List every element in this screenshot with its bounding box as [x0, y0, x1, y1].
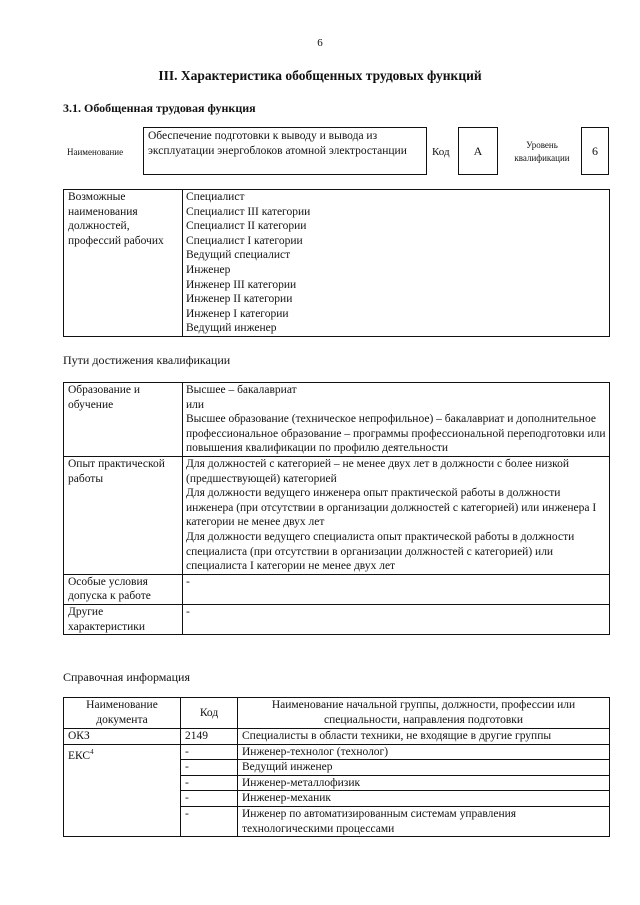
position-item: Специалист: [186, 191, 245, 203]
reference-name-cell: Инженер-металлофизик: [238, 775, 610, 791]
reference-name-cell: Инженер по автоматизированным системам управления технологическими процессами: [238, 806, 610, 836]
positions-label: Возможные наименования должностей, профессий рабочих: [64, 190, 183, 337]
education-line: или: [186, 398, 205, 411]
reference-title: Справочная информация: [63, 670, 190, 684]
education-line: Высшее – бакалавриат: [186, 384, 297, 396]
experience-line: Для должностей с категорией – не менее двух лет в должности с более низкой (предшествующей) категорией: [186, 457, 570, 485]
reference-header-name: Наименование начальной группы, должности, профессии или специальности, направления подготовки: [238, 698, 610, 729]
experience-line: Для должности ведущего специалиста опыт практической работы в должности специалиста (при отсутствии в организации должностей с категорией) или специалиста I категории не менее двух лет: [186, 530, 575, 573]
otf-name-label: Наименование: [67, 147, 124, 157]
reference-table: [63, 697, 610, 837]
reference-header-code: Код: [181, 698, 238, 729]
reference-header-doc: Наименование документа: [64, 698, 181, 729]
position-item: Инженер: [186, 263, 231, 276]
reference-code-cell: -: [181, 806, 238, 836]
reference-doc-cell: [64, 744, 181, 837]
reference-code-cell: 2149: [181, 729, 238, 745]
table-row: [64, 744, 610, 760]
position-item: Ведущий специалист: [186, 249, 291, 262]
reference-code-cell: -: [181, 775, 238, 791]
special-conditions-label: Особые условия допуска к работе: [64, 574, 183, 604]
reference-name-cell: Специалисты в области техники, не входящие в другие группы: [238, 729, 610, 745]
experience-line: Для должности ведущего инженера опыт практической работы в должности инженера (при отсутствии в организации должностей с категорией) или инженера I категории не менее двух лет: [186, 487, 597, 529]
education-label: Образование и обучение: [64, 383, 183, 457]
position-item: Ведущий инженер: [186, 322, 277, 335]
section-title: III. Характеристика обобщенных трудовых функций: [158, 68, 482, 83]
otf-level-value: 6: [581, 127, 609, 175]
otf-code-label: Код: [432, 146, 450, 158]
position-item: Инженер I категории: [186, 307, 289, 320]
reference-code-cell: -: [181, 744, 238, 760]
footnote-ref: 4: [90, 747, 94, 756]
position-item: Инженер III категории: [186, 278, 297, 291]
page-number: 6: [317, 37, 323, 49]
reference-doc-cell: ОКЗ: [64, 729, 181, 745]
reference-name-cell: Инженер-механик: [238, 791, 610, 807]
positions-list: [183, 190, 610, 337]
qualification-paths-title: Пути достижения квалификации: [63, 353, 231, 367]
otf-name-value: Обеспечение подготовки к выводу и вывода из эксплуатации энергоблоков атомной электростанции: [143, 127, 427, 175]
experience-value: [183, 456, 610, 574]
position-item: Специалист III категории: [186, 205, 311, 218]
reference-code-cell: -: [181, 760, 238, 776]
position-item: Специалист II категории: [186, 220, 307, 233]
reference-name-cell: Ведущий инженер: [238, 760, 610, 776]
position-item: Специалист I категории: [186, 234, 303, 247]
reference-code-cell: -: [181, 791, 238, 807]
reference-name-cell: Инженер-технолог (технолог): [238, 744, 610, 760]
other-characteristics-label: Другие характеристики: [64, 604, 183, 634]
education-line: Высшее образование (техническое непрофильное) – бакалавриат и дополнительное профессиональное образование – программы профессиональной переподготовки или повышения квалификации по профилю деятельности: [186, 413, 606, 455]
positions-table: [63, 189, 610, 337]
experience-label: Опыт практической работы: [64, 456, 183, 574]
otf-code-value: А: [458, 127, 498, 175]
table-row: [64, 729, 610, 745]
position-item: Инженер II категории: [186, 293, 293, 306]
other-characteristics-value: -: [183, 604, 610, 634]
qualification-table: [63, 382, 610, 635]
otf-level-label: Уровень квалификации: [514, 140, 570, 163]
subsection-title: 3.1. Обобщенная трудовая функция: [63, 101, 256, 115]
special-conditions-value: -: [183, 574, 610, 604]
education-value: [183, 383, 610, 457]
reference-doc-text: ЕКС: [68, 749, 91, 762]
